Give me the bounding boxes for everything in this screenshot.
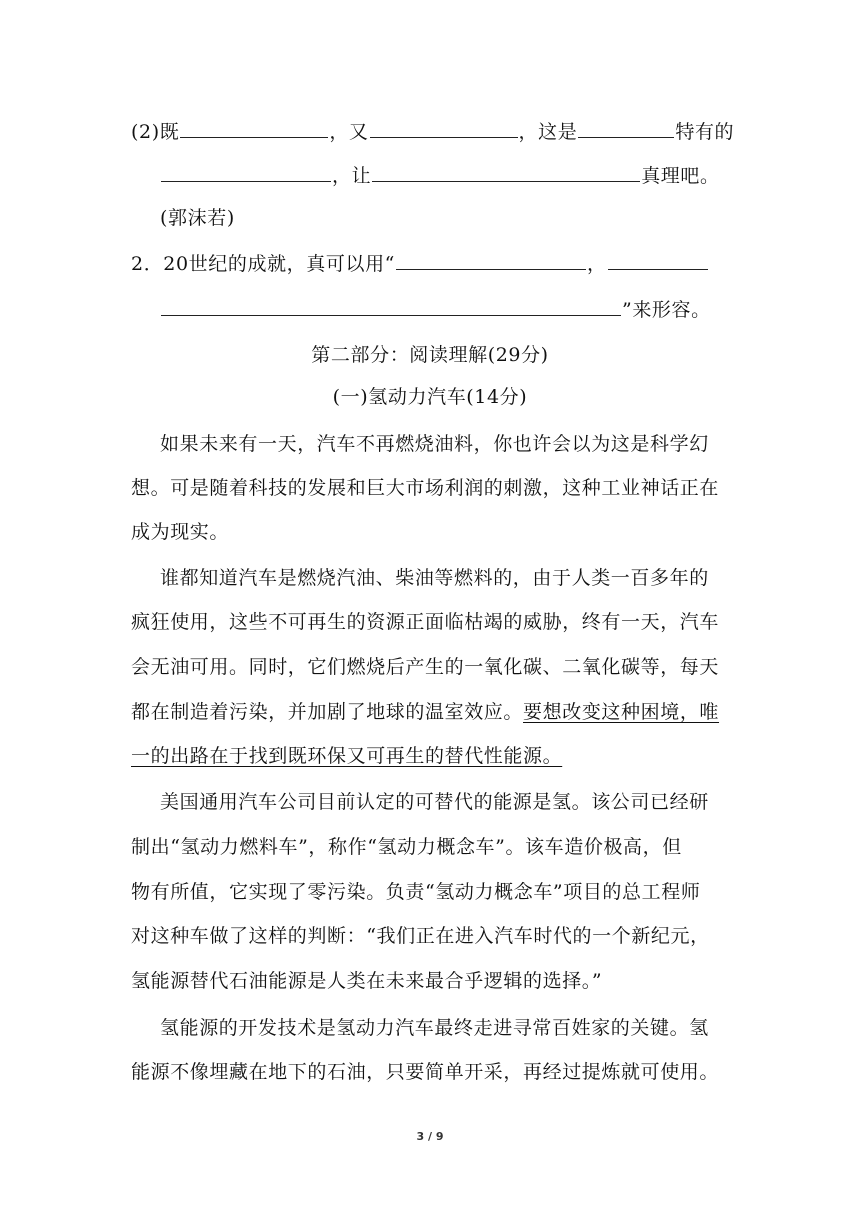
paragraph-1-line-2: 想。可是随着科技的发展和巨大市场利润的刺激，这种工业神话正在 xyxy=(131,477,720,499)
q2-mid1: ，又 xyxy=(329,121,369,143)
q2-author: (郭沫若) xyxy=(160,207,235,229)
answer-blank-4[interactable] xyxy=(161,162,331,182)
answer-blank-5[interactable] xyxy=(372,162,640,182)
paragraph-2-line-5 xyxy=(131,744,562,768)
paragraph-2-line-4 xyxy=(131,700,719,724)
q2-end: 特有的 xyxy=(675,121,735,143)
page-number: 3 / 9 xyxy=(416,1130,444,1143)
underlined-sentence-part-2: 一的出路在于找到既环保又可再生的替代性能源。 xyxy=(131,745,563,767)
q3-mid: ， xyxy=(586,253,607,275)
paragraph-2-line-3: 会无油可用。同时，它们燃烧后产生的一氧化碳、二氧化碳等，每天 xyxy=(131,656,720,678)
paragraph-3-line-3: 物有所值，它实现了零污染。负责“氢动力概念车”项目的总工程师 xyxy=(131,881,701,903)
question-2-line-1 xyxy=(131,118,734,144)
answer-blank-6[interactable] xyxy=(396,250,586,270)
q2-mid2: ，这是 xyxy=(518,121,578,143)
paragraph-3-line-1: 美国通用汽车公司目前认定的可替代的能源是氢。该公司已经研 xyxy=(160,791,709,813)
question-3-line-1 xyxy=(131,250,709,276)
article-title: (一)氢动力汽车(14分) xyxy=(332,386,528,408)
part-title: 第二部分：阅读理解(29分) xyxy=(311,344,549,366)
answer-blank-8[interactable] xyxy=(161,296,621,316)
q2-prefix: (2)既 xyxy=(131,121,180,143)
paragraph-2-line-4-text: 都在制造着污染，并加剧了地球的温室效应。 xyxy=(131,701,524,723)
answer-blank-7[interactable] xyxy=(608,250,708,270)
q3-prefix: 2．20世纪的成就，真可以用“ xyxy=(131,253,395,275)
paragraph-3-line-2: 制出“氢动力燃料车”，称作“氢动力概念车”。该车造价极高，但 xyxy=(131,836,682,858)
q2-line2-mid: ，让 xyxy=(332,165,372,187)
paragraph-4-line-2: 能源不像埋藏在地下的石油，只要简单开采，再经过提炼就可使用。 xyxy=(131,1061,720,1083)
paragraph-4-line-1: 氢能源的开发技术是氢动力汽车最终走进寻常百姓家的关键。氢 xyxy=(160,1017,709,1039)
underlined-sentence-part-1: 要想改变这种困境，唯 xyxy=(523,701,720,723)
answer-blank-1[interactable] xyxy=(180,118,328,138)
paragraph-2-line-2: 疯狂使用，这些不可再生的资源正面临枯竭的威胁，终有一天，汽车 xyxy=(131,611,720,633)
q3-end: ”来形容。 xyxy=(622,299,711,321)
paragraph-3-line-5: 氢能源替代石油能源是人类在未来最合乎逻辑的选择。” xyxy=(131,970,603,992)
paragraph-3-line-4: 对这种车做了这样的判断：“我们正在进入汽车时代的一个新纪元， xyxy=(131,925,710,947)
question-2-line-2 xyxy=(160,162,720,188)
paragraph-1-line-1: 如果未来有一天，汽车不再燃烧油料，你也许会以为这是科学幻 xyxy=(160,433,709,455)
paragraph-1-line-3: 成为现实。 xyxy=(131,521,230,543)
answer-blank-3[interactable] xyxy=(578,118,674,138)
question-3-line-2 xyxy=(160,296,711,322)
answer-blank-2[interactable] xyxy=(370,118,518,138)
paragraph-2-line-1: 谁都知道汽车是燃烧汽油、柴油等燃料的，由于人类一百多年的 xyxy=(160,567,709,589)
q2-line2-end: 真理吧。 xyxy=(641,165,720,187)
